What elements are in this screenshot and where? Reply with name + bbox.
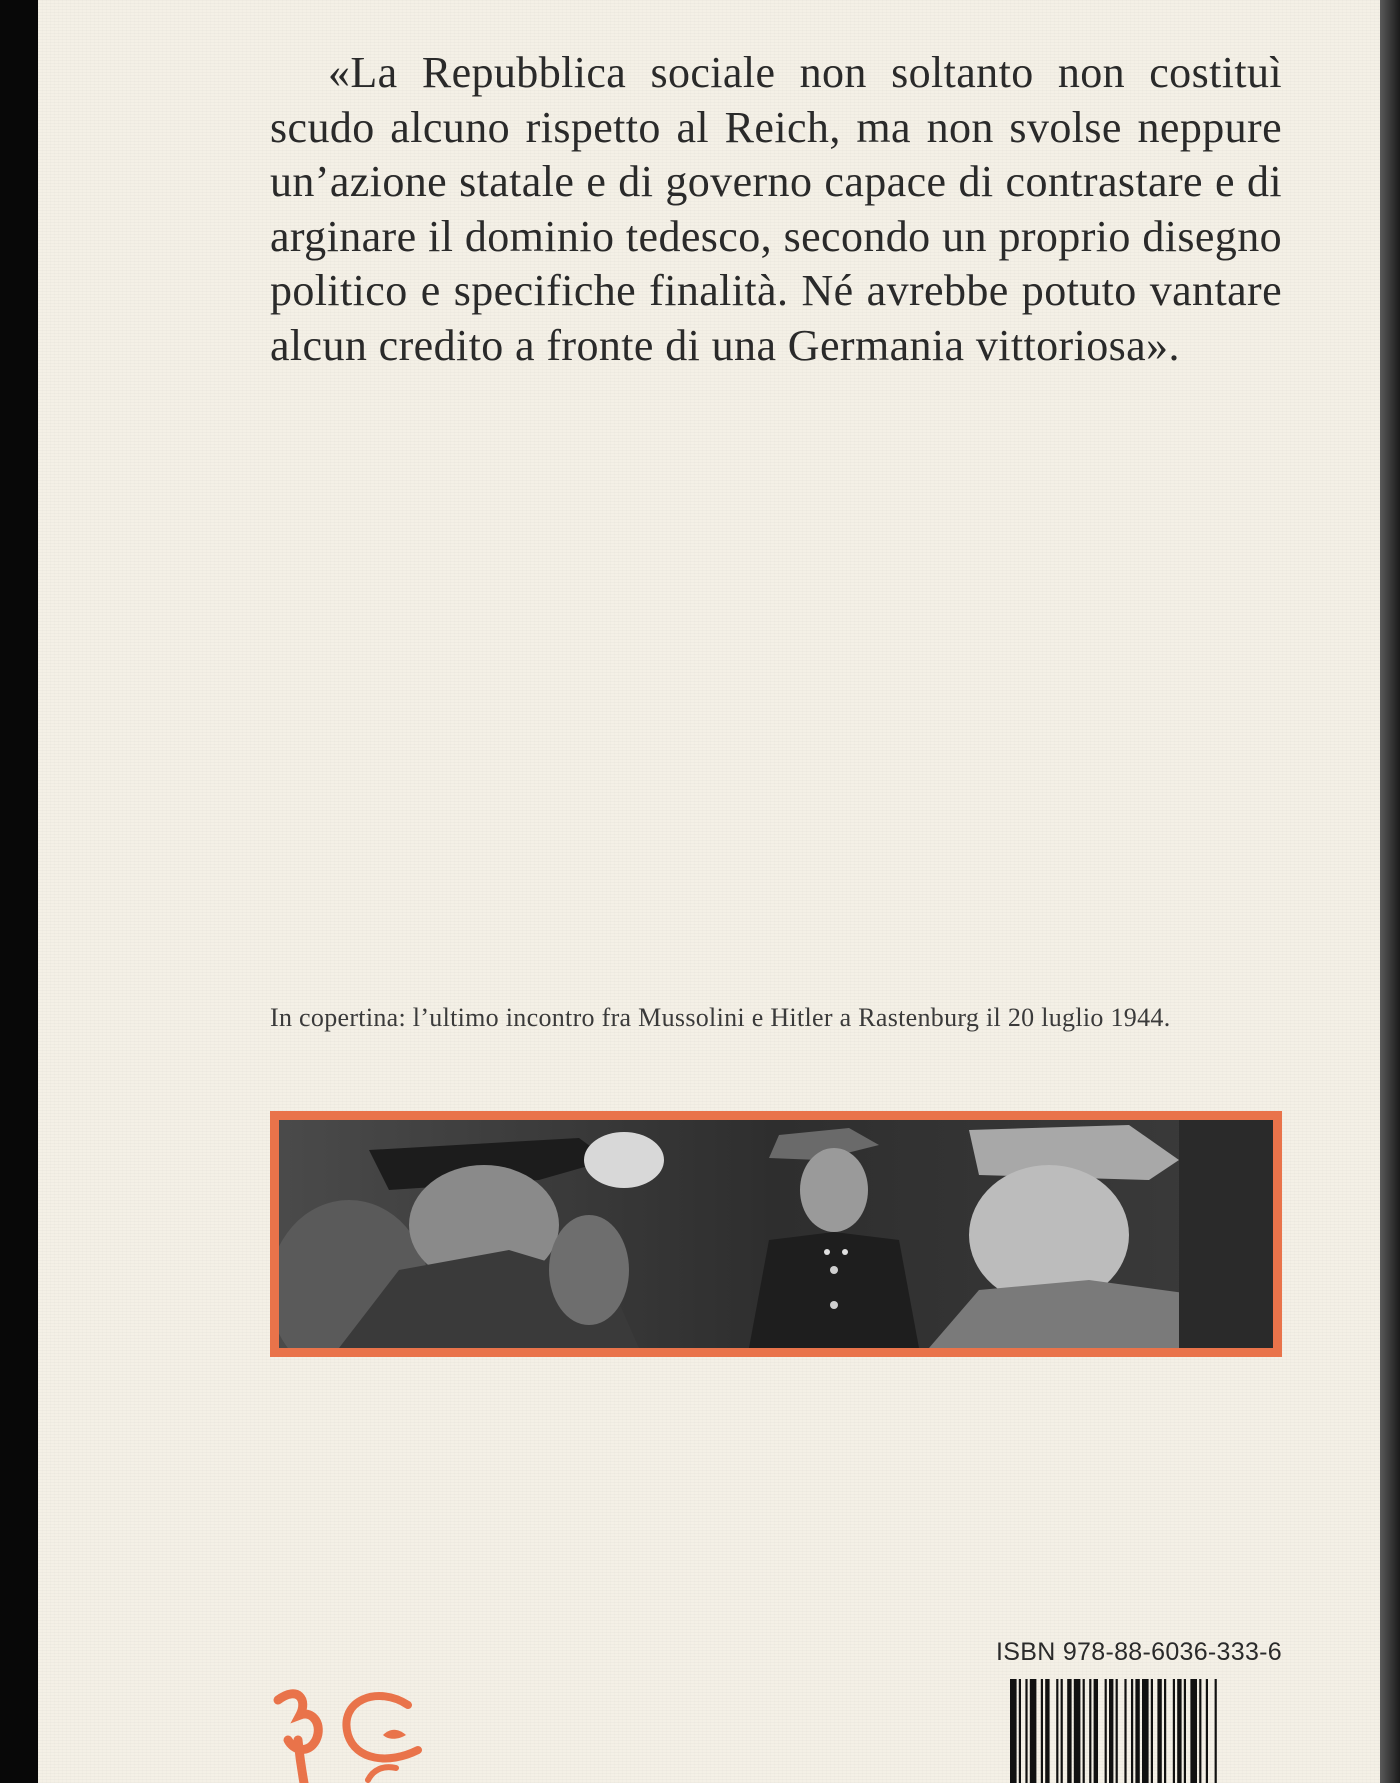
cover-caption: In copertina: l’ultimo incontro fra Mussolini e Hitler a Rastenburg il 20 luglio 1944. [270, 1003, 1171, 1032]
cover-photo [270, 1111, 1282, 1357]
barcode-icon [1010, 1679, 1282, 1783]
back-cover-quote: «La Repubblica sociale non soltanto non costituì scudo alcuno rispetto al Reich, ma non svolse neppure un’azione statale e di governo capace di contrastare e di arginare il dominio tedesco, secondo un proprio disegno politico e specifiche finalità. Né avrebbe potuto vantare alcun credito a fronte di una Germania vittoriosa». [270, 48, 1282, 370]
cover-edge [1380, 0, 1400, 1783]
isbn-label: ISBN 978-88-6036-333-6 [996, 1638, 1282, 1666]
publisher-logo-icon [268, 1680, 448, 1783]
cover-photo-image [279, 1120, 1273, 1348]
